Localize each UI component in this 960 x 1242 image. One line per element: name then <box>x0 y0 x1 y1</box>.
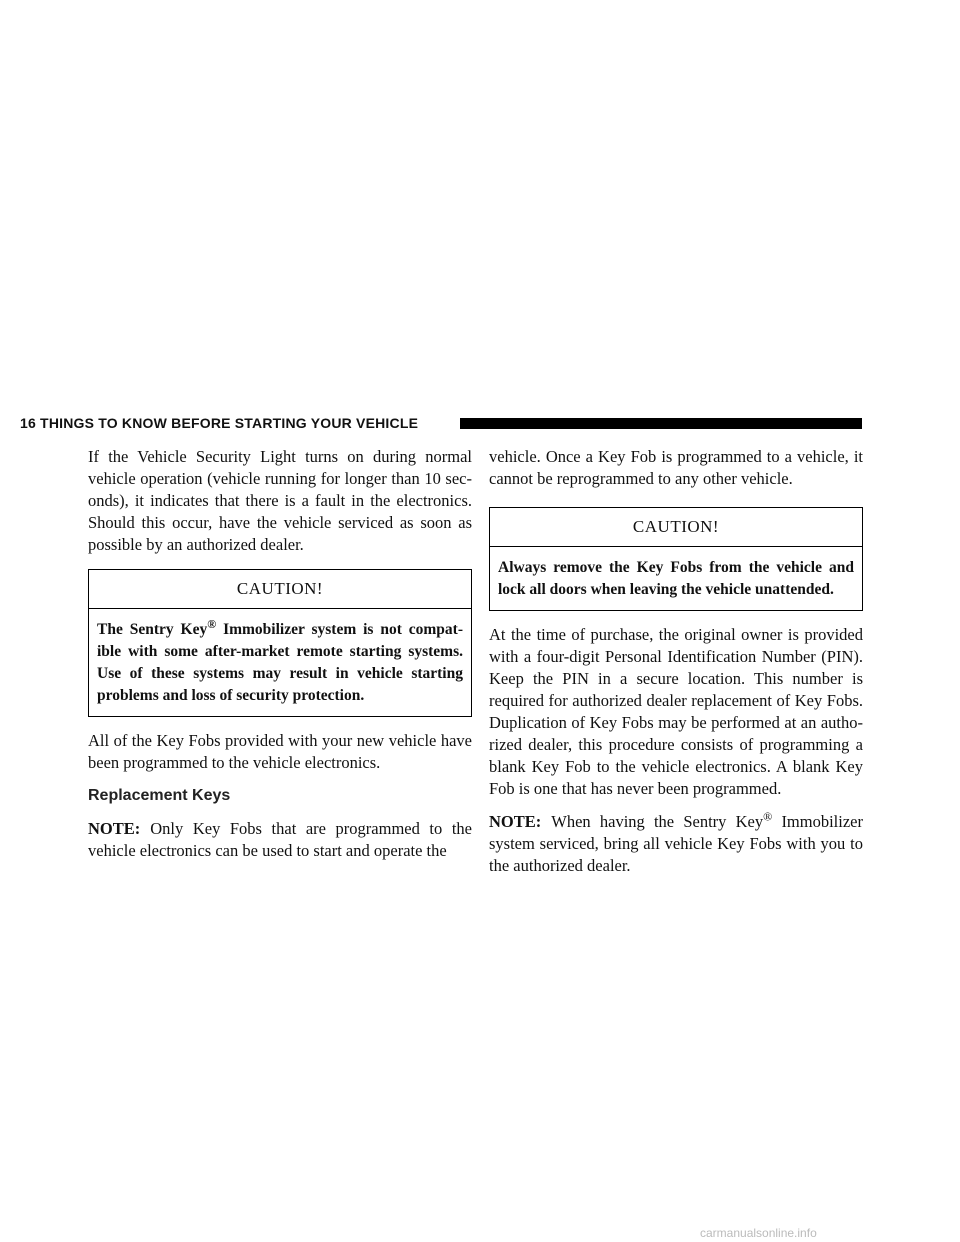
caution-text: The Sentry Key <box>97 621 208 638</box>
page-header <box>20 415 862 431</box>
note-paragraph <box>489 811 863 877</box>
left-column <box>88 446 472 862</box>
caution-body: Always remove the Key Fobs from the vehicle and lock all doors when leaving the vehicle unattended. <box>498 559 854 598</box>
note-label: NOTE: <box>489 812 542 831</box>
right-column <box>489 446 863 877</box>
registered-mark: ® <box>763 809 773 824</box>
note-text: Immobilizer system serviced, bring all vehicle Key Fobs with you to the authorized dealer. <box>489 812 863 875</box>
security-light-paragraph: If the Vehicle Security Light turns on during normal vehicle operation (vehicle running for longer than 10 sec-onds), it indicates that there is a fault in the electronics. Should this occur, have the vehicle serviced as soon as possible by an authorized dealer. <box>88 447 472 554</box>
caution-box-remove-fobs <box>489 507 863 611</box>
caution-title: CAUTION! <box>490 508 862 547</box>
reprogram-paragraph: vehicle. Once a Key Fob is programmed to a vehicle, it cannot be reprogrammed to any other vehicle. <box>489 447 863 488</box>
registered-mark: ® <box>207 616 217 631</box>
caution-box-aftermarket <box>88 569 472 717</box>
page-number-and-section-title: 16 THINGS TO KNOW BEFORE STARTING YOUR VEHICLE <box>20 415 422 431</box>
pin-paragraph: At the time of purchase, the original owner is provided with a four-digit Personal Identification Number (PIN). Keep the PIN in a secure location. This number is required for authorized dealer replacement of Key Fobs. Duplication of Key Fobs may be performed at an autho-rized dealer, this procedure consists of programming a blank Key Fob to the vehicle electronics. A blank Key Fob is one that has never been programmed. <box>489 625 863 798</box>
caution-text: Immobilizer system is not compat-ible with some after-market remote starting systems. Use of these systems may result in vehicle starting problems and loss of security protection. <box>97 621 463 704</box>
section-heading-replacement-keys: Replacement Keys <box>88 787 231 804</box>
note-text: When having the Sentry Key <box>551 812 764 831</box>
header-rule-bar <box>460 418 862 429</box>
note-paragraph <box>88 818 472 862</box>
key-fobs-programmed-paragraph: All of the Key Fobs provided with your new vehicle have been programmed to the vehicle electronics. <box>88 731 472 772</box>
caution-title: CAUTION! <box>89 570 471 609</box>
note-text: Only Key Fobs that are programmed to the vehicle electronics can be used to start and operate the <box>88 819 472 860</box>
note-label: NOTE: <box>88 819 141 838</box>
caution-body <box>89 609 471 716</box>
watermark-text: carmanualsonline.info <box>700 1226 817 1240</box>
